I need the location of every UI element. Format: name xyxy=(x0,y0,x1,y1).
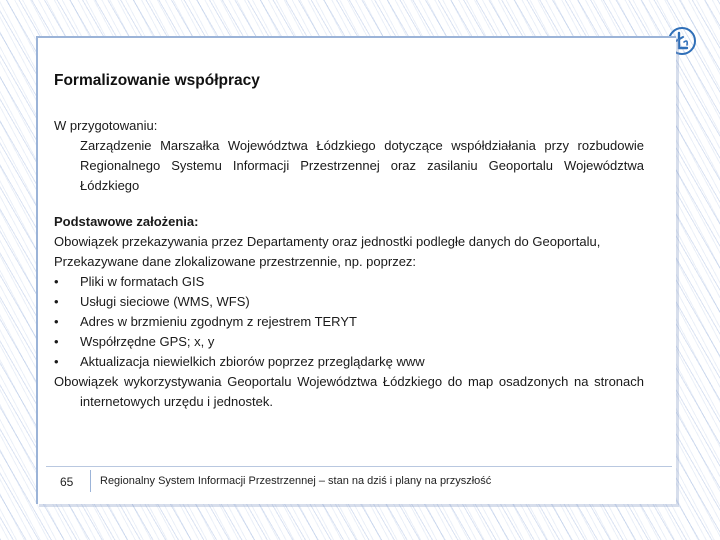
bullet-icon: • xyxy=(54,294,59,309)
bullet-text: Aktualizacja niewielkich zbiorów poprzez przeglądarkę www xyxy=(80,354,425,369)
footer-divider xyxy=(46,466,672,467)
assumptions-heading: Podstawowe założenia: xyxy=(54,214,199,229)
bullet-text: Współrzędne GPS; x, y xyxy=(80,334,215,349)
list-item xyxy=(54,292,644,312)
in-preparation-text: Zarządzenie Marszałka Województwa Łódzkiego dotyczące współdziałania przy rozbudowie Regionalnego Systemu Informacji Przestrzennej oraz zasilaniu Geoportalu Województwa Łódzkiego xyxy=(80,138,644,193)
bullet-icon: • xyxy=(54,334,59,349)
bullet-text: Usługi sieciowe (WMS, WFS) xyxy=(80,294,250,309)
slide-content xyxy=(54,116,644,412)
usage-obligation: Obowiązek wykorzystywania Geoportalu Województwa Łódzkiego do map osadzonych na stronach internetowych urzędu i jednostek. xyxy=(54,374,644,409)
obligation-line-2: Przekazywane dane zlokalizowane przestrzennie, np. poprzez: xyxy=(54,254,417,269)
slide-panel xyxy=(36,36,676,504)
list-item xyxy=(54,312,644,332)
list-item xyxy=(54,332,644,352)
bullet-text: Pliki w formatach GIS xyxy=(80,274,205,289)
footer-text: Regionalny System Informacji Przestrzennej – stan na dziś i plany na przyszłość xyxy=(100,475,492,487)
list-item xyxy=(54,352,644,372)
bullet-icon: • xyxy=(54,354,59,369)
bullet-text: Adres w brzmieniu zgodnym z rejestrem TERYT xyxy=(80,314,357,329)
page-number: 65 xyxy=(60,475,74,489)
obligation-line-1: Obowiązek przekazywania przez Departamenty oraz jednostki podległe danych do Geoportalu, xyxy=(54,234,601,249)
in-preparation-label: W przygotowaniu: xyxy=(54,118,158,133)
list-item xyxy=(54,272,644,292)
footer-separator xyxy=(90,470,91,492)
slide-title: Formalizowanie współpracy xyxy=(54,72,260,89)
bullet-icon: • xyxy=(54,274,59,289)
bullet-icon: • xyxy=(54,314,59,329)
